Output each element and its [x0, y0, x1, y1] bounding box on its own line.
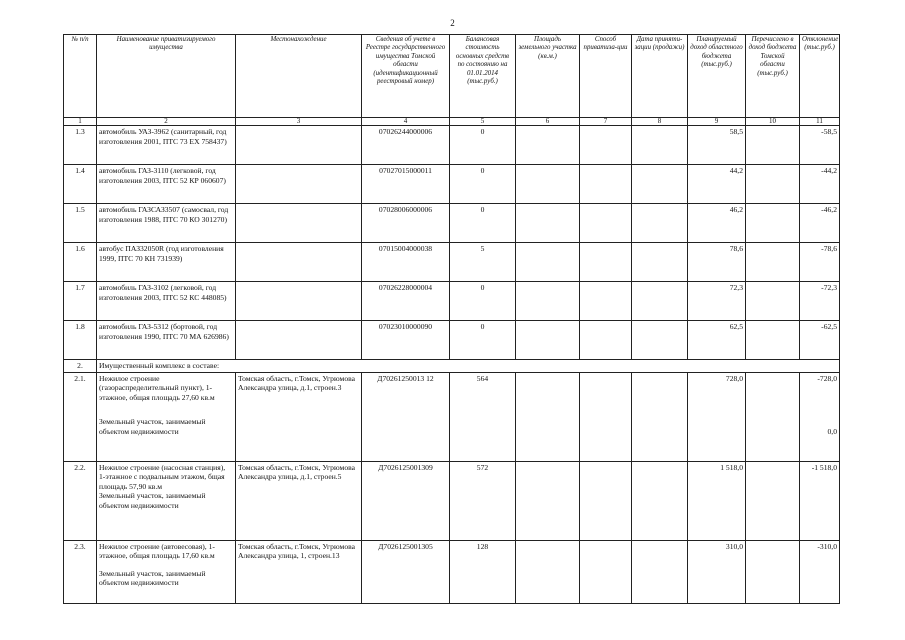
table-row — [64, 461, 840, 540]
header-cell: Дата приняти-зации (продажи) — [632, 35, 688, 118]
land-area — [516, 461, 580, 540]
location: Томская область, г.Томск, Угрюмова Александра улица, 1, строен.13 — [236, 540, 362, 603]
column-number: 9 — [688, 118, 746, 126]
planned-income: 58,5 — [688, 126, 746, 165]
privatization-table — [63, 34, 840, 604]
land-area — [516, 243, 580, 282]
property-name-cell — [97, 540, 236, 603]
table-row — [64, 243, 840, 282]
privatization-method — [580, 126, 632, 165]
deviation: -78,6 — [800, 243, 840, 282]
header-cell: Перечислено в доход бюджета Томской области (тыс.руб.) — [746, 35, 800, 118]
privatization-method — [580, 243, 632, 282]
planned-income: 310,0 — [688, 540, 746, 603]
transferred-amount — [746, 461, 800, 540]
property-name: автобус ПАЗ32050R (год изготовления 1999, ПТС 70 КН 731939) — [97, 243, 236, 282]
registry-number: 07015004000038 — [362, 243, 450, 282]
land-plot-name: Земельный участок, занимаемый объектом недвижимости — [99, 491, 206, 510]
property-name-cell — [97, 461, 236, 540]
transferred-amount — [746, 321, 800, 360]
column-number: 11 — [800, 118, 840, 126]
header-cell: Отклонение (тыс.руб.) — [800, 35, 840, 118]
privatization-method — [580, 204, 632, 243]
location: Томская область, г.Томск, Угрюмова Александра улица, д.1, строен.3 — [236, 372, 362, 461]
transferred-amount — [746, 204, 800, 243]
privatization-method — [580, 372, 632, 461]
balance-value: 572 — [450, 461, 516, 540]
land-plot-name: Земельный участок, занимаемый объектом недвижимости — [99, 568, 206, 588]
balance-value: 0 — [450, 204, 516, 243]
header-cell: Наименование приватизируемого имущества — [97, 35, 236, 118]
registry-number: Д70261250013 12 — [362, 372, 450, 461]
decision-date — [632, 282, 688, 321]
land-area — [516, 321, 580, 360]
location — [236, 165, 362, 204]
planned-income: 62,5 — [688, 321, 746, 360]
property-name: автомобиль ГАЗ-3102 (легковой, год изготовления 2003, ПТС 52 КС 448085) — [97, 282, 236, 321]
decision-date — [632, 372, 688, 461]
header-cell: Балансовая стоимость основных средств по состоянию на 01.01.2014 (тыс.руб.) — [450, 35, 516, 118]
column-number: 3 — [236, 118, 362, 126]
privatization-method — [580, 540, 632, 603]
deviation: -46,2 — [800, 204, 840, 243]
table-row — [64, 321, 840, 360]
section-title: Имущественный комплекс в составе: — [97, 360, 840, 373]
table-row — [64, 126, 840, 165]
section-number: 2. — [64, 360, 97, 373]
land-area — [516, 126, 580, 165]
location — [236, 321, 362, 360]
planned-income: 78,6 — [688, 243, 746, 282]
section-row — [64, 360, 840, 373]
column-number: 8 — [632, 118, 688, 126]
spacer — [99, 402, 233, 417]
balance-value: 0 — [450, 321, 516, 360]
location — [236, 282, 362, 321]
deviation: -72,3 — [800, 282, 840, 321]
registry-number: 07028006000006 — [362, 204, 450, 243]
transferred-amount — [746, 165, 800, 204]
deviation-cell — [800, 372, 840, 461]
column-number: 1 — [64, 118, 97, 126]
property-name: автомобиль УАЗ-3962 (санитарный, год изготовления 2001, ПТС 73 ЕХ 758437) — [97, 126, 236, 165]
registry-number: Д7026125001309 — [362, 461, 450, 540]
balance-value: 0 — [450, 282, 516, 321]
row-number: 1.7 — [64, 282, 97, 321]
deviation: -58,5 — [800, 126, 840, 165]
page-number: 2 — [450, 18, 455, 28]
table-row — [64, 204, 840, 243]
privatization-method — [580, 282, 632, 321]
table-row — [64, 372, 840, 461]
transferred-amount — [746, 372, 800, 461]
decision-date — [632, 321, 688, 360]
privatization-method — [580, 321, 632, 360]
land-area — [516, 204, 580, 243]
header-cell: Местонахождение — [236, 35, 362, 118]
header-cell: Способ приватиза-ции — [580, 35, 632, 118]
land-area — [516, 282, 580, 321]
row-number: 2.1. — [64, 372, 97, 461]
decision-date — [632, 165, 688, 204]
header-cell: № п/п — [64, 35, 97, 118]
table-row — [64, 282, 840, 321]
row-number: 1.8 — [64, 321, 97, 360]
column-number: 4 — [362, 118, 450, 126]
column-number: 2 — [97, 118, 236, 126]
deviation-land: 0,0 — [827, 427, 837, 437]
location — [236, 126, 362, 165]
transferred-amount — [746, 540, 800, 603]
property-name: Нежилое строение (газораспределительный пункт), 1-этажное, общая площадь 27,60 кв.м — [99, 373, 215, 402]
decision-date — [632, 461, 688, 540]
transferred-amount — [746, 282, 800, 321]
spacer — [99, 561, 233, 569]
location — [236, 204, 362, 243]
table-row — [64, 165, 840, 204]
table-row — [64, 540, 840, 603]
land-area — [516, 372, 580, 461]
registry-number: 07027015000011 — [362, 165, 450, 204]
row-number: 1.5 — [64, 204, 97, 243]
land-plot-name: Земельный участок, занимаемый объектом недвижимости — [99, 417, 206, 436]
decision-date — [632, 243, 688, 282]
decision-date — [632, 204, 688, 243]
column-number: 10 — [746, 118, 800, 126]
registry-number: 07026228000004 — [362, 282, 450, 321]
property-name: автомобиль ГАЗСАЗ3507 (самосвал, год изготовления 1988, ПТС 70 КО 301270) — [97, 204, 236, 243]
planned-income: 72,3 — [688, 282, 746, 321]
registry-number: 07026244000006 — [362, 126, 450, 165]
property-name-cell — [97, 372, 236, 461]
header-cell: Площадь земельного участка (кв.м.) — [516, 35, 580, 118]
land-area — [516, 165, 580, 204]
balance-value: 564 — [450, 372, 516, 461]
header-cell: Сведения об учете в Реестре государственного имущества Томской области (идентификационный реестровый номер) — [362, 35, 450, 118]
privatization-method — [580, 165, 632, 204]
header-row — [64, 35, 840, 118]
transferred-amount — [746, 243, 800, 282]
row-number: 1.6 — [64, 243, 97, 282]
registry-number: Д7026125001305 — [362, 540, 450, 603]
property-name: автомобиль ГАЗ-3110 (легковой, год изготовления 2003, ПТС 52 КР 060607) — [97, 165, 236, 204]
deviation: -310,0 — [800, 540, 840, 603]
row-number: 1.3 — [64, 126, 97, 165]
planned-income: 44,2 — [688, 165, 746, 204]
registry-number: 07023010000090 — [362, 321, 450, 360]
transferred-amount — [746, 126, 800, 165]
privatization-method — [580, 461, 632, 540]
row-number: 2.2. — [64, 461, 97, 540]
planned-income: 1 518,0 — [688, 461, 746, 540]
deviation: -1 518,0 — [800, 461, 840, 540]
column-number-row — [64, 118, 840, 126]
balance-value: 128 — [450, 540, 516, 603]
planned-income: 728,0 — [688, 372, 746, 461]
balance-value: 5 — [450, 243, 516, 282]
property-name: Нежилое строение (автовесовая), 1-этажное, общая площадь 17,60 кв.м — [99, 541, 215, 561]
column-number: 5 — [450, 118, 516, 126]
location — [236, 243, 362, 282]
header-cell: Планируемый доход областного бюджета (тыс.руб.) — [688, 35, 746, 118]
column-number: 7 — [580, 118, 632, 126]
property-name: автомобиль ГАЗ-5312 (бортовой, год изготовления 1990, ПТС 70 МА 626986) — [97, 321, 236, 360]
property-name: Нежилое строение (насосная станция), 1-этажное с подвальным этажом, бщая площадь 57,90 кв.м — [99, 462, 226, 491]
deviation: -62,5 — [800, 321, 840, 360]
land-area — [516, 540, 580, 603]
planned-income: 46,2 — [688, 204, 746, 243]
column-number: 6 — [516, 118, 580, 126]
deviation: -44,2 — [800, 165, 840, 204]
decision-date — [632, 540, 688, 603]
balance-value: 0 — [450, 165, 516, 204]
decision-date — [632, 126, 688, 165]
deviation: -728,0 — [817, 373, 837, 383]
balance-value: 0 — [450, 126, 516, 165]
row-number: 2.3. — [64, 540, 97, 603]
location: Томская область, г.Томск, Угрюмова Александра улица, д.1, строен.5 — [236, 461, 362, 540]
row-number: 1.4 — [64, 165, 97, 204]
